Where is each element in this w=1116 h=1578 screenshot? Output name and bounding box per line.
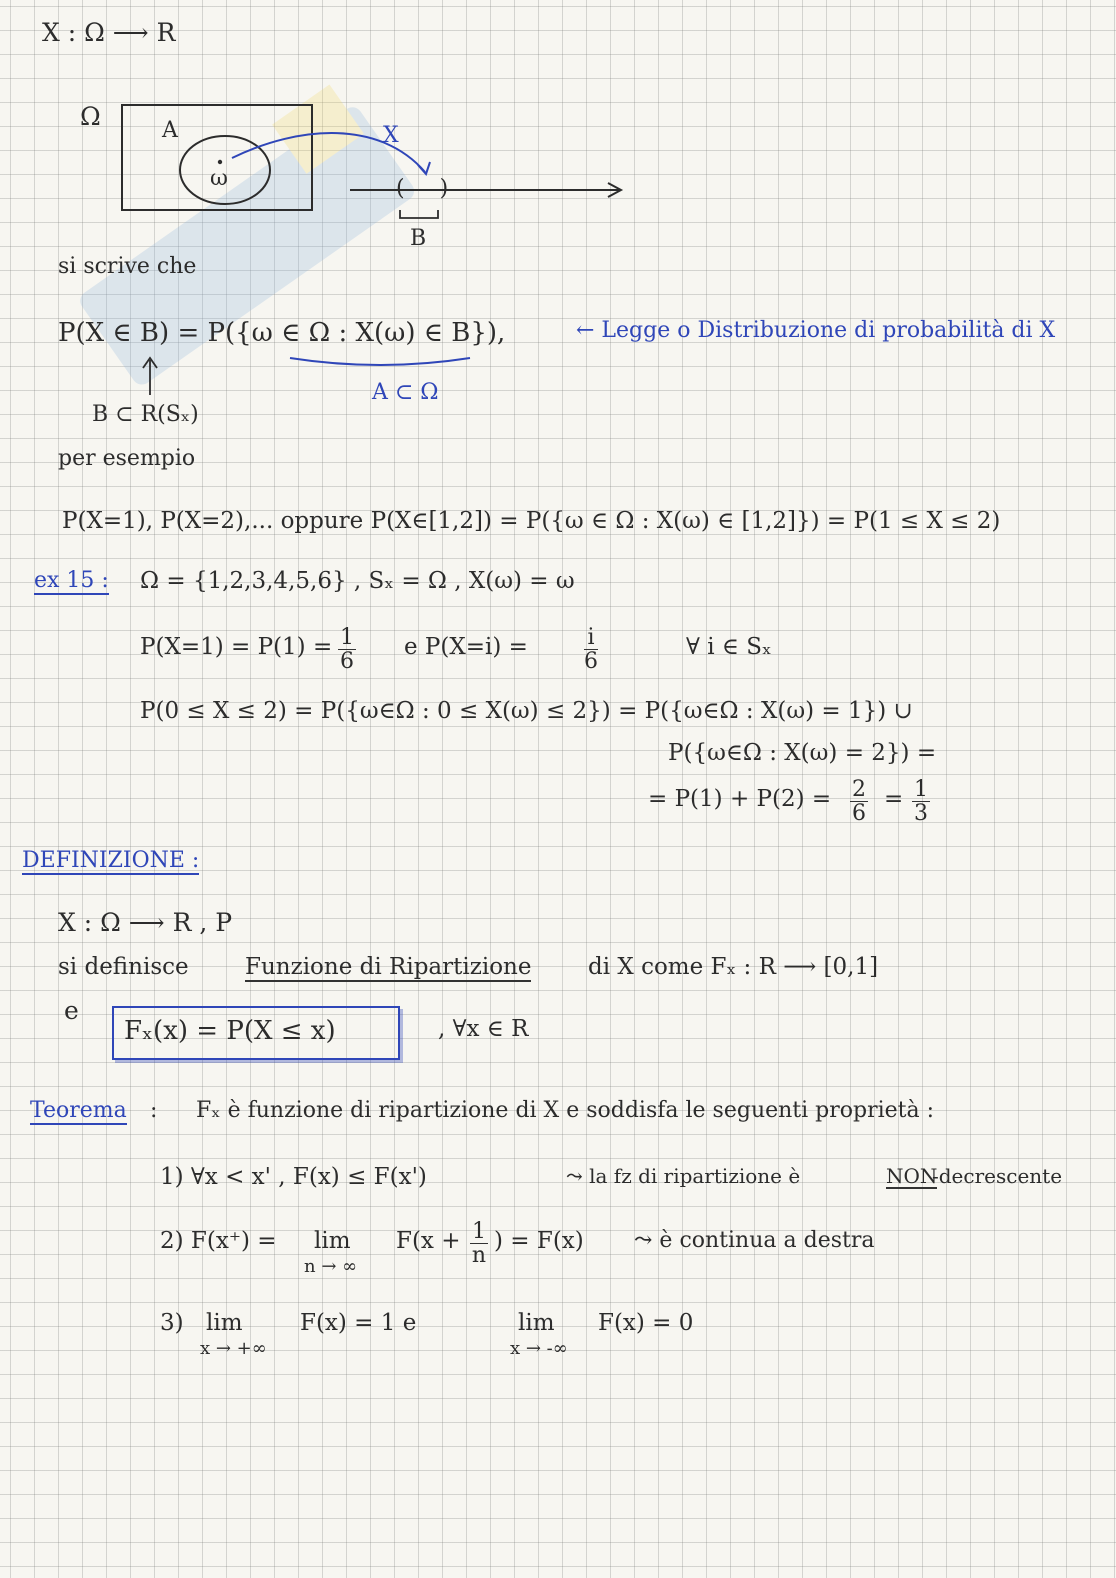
property-3-lim2: lim bbox=[518, 1310, 555, 1336]
underbrace bbox=[290, 358, 470, 365]
property-2b: F(x + bbox=[396, 1228, 461, 1254]
fraction-i-sixth: $\frac{i}{6}$ bbox=[584, 625, 598, 675]
mapping-title: X : Ω ⟶ R bbox=[42, 18, 176, 47]
funzione-ripartizione-term: Funzione di Ripartizione bbox=[245, 954, 532, 980]
property-3b: F(x) = 1 e bbox=[300, 1310, 417, 1336]
property-1-note-pre: ⤳ la fz di ripartizione è bbox=[566, 1164, 801, 1188]
definizione-heading: DEFINIZIONE : bbox=[22, 848, 200, 873]
property-2c: ) = F(x) bbox=[494, 1228, 584, 1254]
property-2a: 2) F(x⁺) = bbox=[160, 1228, 277, 1254]
property-3a: 3) bbox=[160, 1310, 184, 1336]
probability-formula: P(X ∈ B) = P({ω ∈ Ω : X(ω) ∈ B}), bbox=[58, 318, 506, 348]
definizione-line2-post: di X come Fₓ : R ⟶ [0,1] bbox=[588, 954, 879, 980]
property-1-note-non: NON bbox=[886, 1164, 938, 1188]
formula-annotations bbox=[0, 0, 1116, 420]
fraction-one-third: $\frac{1}{3}$ bbox=[914, 777, 928, 827]
legge-note: ← Legge o Distribuzione di probabilità di X bbox=[576, 318, 1056, 343]
definizione-e: e bbox=[64, 996, 79, 1025]
ex15-line3: P(0 ≤ X ≤ 2) = P({ω∈Ω : 0 ≤ X(ω) ≤ 2}) = P({ω∈Ω : X(ω) = 1}) ∪ bbox=[140, 698, 913, 724]
definizione-line2-pre: si definisce bbox=[58, 954, 189, 980]
per-esempio-text: per esempio bbox=[58, 446, 196, 471]
property-3-lim2-sub: x → -∞ bbox=[510, 1338, 568, 1359]
fraction-one-sixth: $\frac{1}{6}$ bbox=[340, 625, 354, 675]
property-3-lim1: lim bbox=[206, 1310, 243, 1336]
examples-line: P(X=1), P(X=2),... oppure P(X∈[1,2]) = P({ω ∈ Ω : X(ω) ∈ [1,2]}) = P(1 ≤ X ≤ 2) bbox=[62, 508, 1001, 534]
property-2-note: ⤳ è continua a destra bbox=[634, 1228, 875, 1253]
ex15-line2b: e P(X=i) = bbox=[404, 634, 528, 660]
ex15-line1: Ω = {1,2,3,4,5,6} , Sₓ = Ω , X(ω) = ω bbox=[140, 568, 575, 594]
definizione-line1: X : Ω ⟶ R , P bbox=[58, 908, 233, 937]
set-a-label: A bbox=[162, 118, 178, 143]
property-3c: F(x) = 0 bbox=[598, 1310, 694, 1336]
ex15-label: ex 15 : bbox=[34, 568, 109, 593]
map-x-label: X bbox=[383, 123, 399, 148]
property-1-note-post: -decrescente bbox=[932, 1164, 1063, 1188]
teorema-intro: Fₓ è funzione di ripartizione di X e soddisfa le seguenti proprietà : bbox=[196, 1098, 935, 1123]
si-scrive-text: si scrive che bbox=[58, 254, 197, 279]
omega-label: Ω bbox=[80, 102, 101, 131]
property-1: 1) ∀x < x' , F(x) ≤ F(x') bbox=[160, 1164, 427, 1190]
property-2-lim: lim bbox=[314, 1228, 351, 1254]
a-subset-omega: A ⊂ Ω bbox=[372, 380, 439, 405]
teorema-colon: : bbox=[150, 1098, 158, 1123]
fraction-two-sixths: $\frac{2}{6}$ bbox=[852, 777, 866, 827]
ex15-line5b: = bbox=[884, 786, 904, 812]
cdf-definition-formula: Fₓ(x) = P(X ≤ x) bbox=[124, 1016, 336, 1046]
fraction-one-over-n: $\frac{1}{n}$ bbox=[471, 1219, 487, 1269]
b-subset-r: B ⊂ R(Sₓ) bbox=[92, 402, 199, 427]
property-3-lim1-sub: x → +∞ bbox=[200, 1338, 267, 1359]
ex15-line2c: ∀ i ∈ Sₓ bbox=[686, 634, 772, 660]
point-omega-label: ω bbox=[210, 166, 228, 191]
teorema-heading: Teorema bbox=[30, 1098, 127, 1123]
ex15-line5a: = P(1) + P(2) = bbox=[648, 786, 832, 812]
property-2-lim-sub: n → ∞ bbox=[304, 1256, 358, 1277]
ex15-line4: P({ω∈Ω : X(ω) = 2}) = bbox=[668, 740, 937, 766]
b-label: B bbox=[410, 226, 427, 251]
interval-label: ( ) bbox=[396, 176, 463, 201]
cdf-forall: , ∀x ∈ R bbox=[438, 1016, 529, 1042]
ex15-line2a: P(X=1) = P(1) = bbox=[140, 634, 333, 660]
